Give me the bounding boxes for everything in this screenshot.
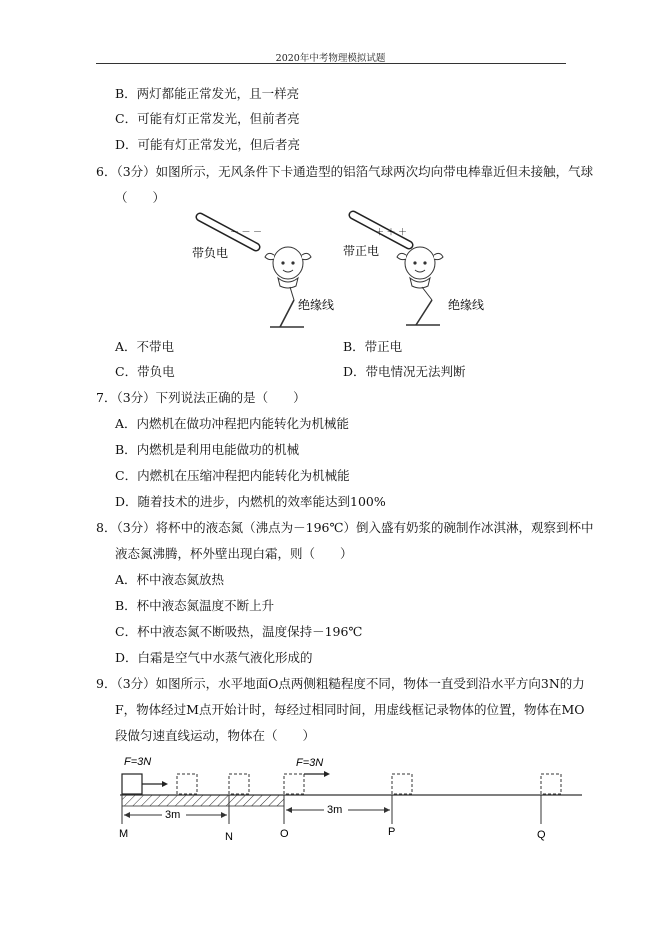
left-rod-charges: － － － [230, 227, 263, 237]
q6-stem-line-1: 6．（3分）如图所示，无风条件下卡通造型的铝箔气球两次均向带电棒靠近但未接触，气球 [96, 164, 594, 179]
point-label-o: O [280, 828, 289, 840]
q8-option-b[interactable]: B．杯中液态氮温度不断上升 [115, 598, 275, 613]
force-label-m: F=3N [124, 756, 152, 768]
point-label-m: M [119, 828, 129, 840]
q9-stem-line-1: 9．（3分）如图所示，水平地面O点两侧粗糙程度不同，物体一直受到沿水平方向3N的力 [96, 676, 585, 691]
distance-label-op: 3m [327, 804, 343, 816]
distance-label-mn: 3m [165, 809, 181, 821]
point-label-n: N [225, 831, 233, 843]
dashed-position-n [229, 774, 249, 794]
point-label-q: Q [537, 829, 546, 841]
rough-surface [122, 795, 284, 806]
q7-option-a[interactable]: A．内燃机在做功冲程把内能转化为机械能 [115, 416, 350, 431]
q8-option-d[interactable]: D．白霜是空气中水蒸气液化形成的 [115, 650, 313, 665]
page-header: 2020年中考物理模拟试题 [275, 53, 386, 64]
force-arrowhead-o [324, 771, 330, 777]
left-thread [290, 287, 294, 300]
q5-option-c[interactable]: C．可能有灯正常发光，但前者亮 [115, 111, 300, 126]
q9-stem-line-3: 段做匀速直线运动，物体在（ ） [115, 728, 316, 743]
q6-option-b[interactable]: B．带正电 [343, 339, 403, 354]
q7-stem: 7．（3分）下列说法正确的是（ ） [96, 390, 306, 405]
q7-option-d[interactable]: D．随着技术的进步，内燃机的效率能达到100% [115, 494, 386, 509]
q9-stem-line-2: F，物体经过M点开始计时，每经过相同时间，用虚线框记录物体的位置，物体在MO [115, 702, 585, 717]
left-balloon-icon [265, 247, 311, 288]
right-insulating-thread [416, 300, 432, 325]
object-block [122, 774, 142, 794]
right-balloon-icon [397, 247, 443, 288]
right-thread [422, 287, 432, 300]
q8-option-a[interactable]: A．杯中液态氮放热 [115, 572, 225, 587]
point-label-p: P [388, 826, 396, 838]
force-label-o: F=3N [296, 757, 324, 769]
right-thread-label: 绝缘线 [448, 298, 485, 312]
q8-stem-line-2: 液态氮沸腾，杯外壁出现白霜，则（ ） [115, 546, 353, 561]
right-rod-charges: ＋ ＋ ＋ [375, 227, 408, 237]
header-rule [96, 63, 566, 64]
q9-figure [110, 752, 590, 844]
q6-option-a[interactable]: A．不带电 [115, 339, 175, 354]
left-thread-label: 绝缘线 [298, 298, 335, 312]
q7-option-b[interactable]: B．内燃机是利用电能做功的机械 [115, 442, 300, 457]
q8-stem-line-1: 8．（3分）将杯中的液态氮（沸点为－196℃）倒入盛有奶浆的碗制作冰淇淋，观察到杯中 [96, 520, 594, 535]
q5-option-d[interactable]: D．可能有灯正常发光，但后者亮 [115, 137, 301, 152]
q6-option-c[interactable]: C．带负电 [115, 364, 175, 379]
left-insulating-thread [280, 300, 294, 327]
q8-option-c[interactable]: C．杯中液态氮不断吸热，温度保持－196℃ [115, 624, 363, 639]
dashed-position-1 [177, 774, 197, 794]
dashed-position-o [284, 774, 304, 794]
force-arrowhead-m [162, 781, 168, 787]
q6-figure [170, 205, 510, 335]
q6-stem-line-2: （ ） [115, 190, 166, 205]
right-rod-label: 带正电 [343, 244, 380, 258]
q6-option-d[interactable]: D．带电情况无法判断 [343, 364, 466, 379]
q5-option-b[interactable]: B．两灯都能正常发光，且一样亮 [115, 86, 300, 101]
dashed-position-q [541, 774, 561, 794]
left-rod-label: 带负电 [192, 246, 229, 260]
dashed-position-p [392, 774, 412, 794]
q7-option-c[interactable]: C．内燃机在压缩冲程把内能转化为机械能 [115, 468, 350, 483]
